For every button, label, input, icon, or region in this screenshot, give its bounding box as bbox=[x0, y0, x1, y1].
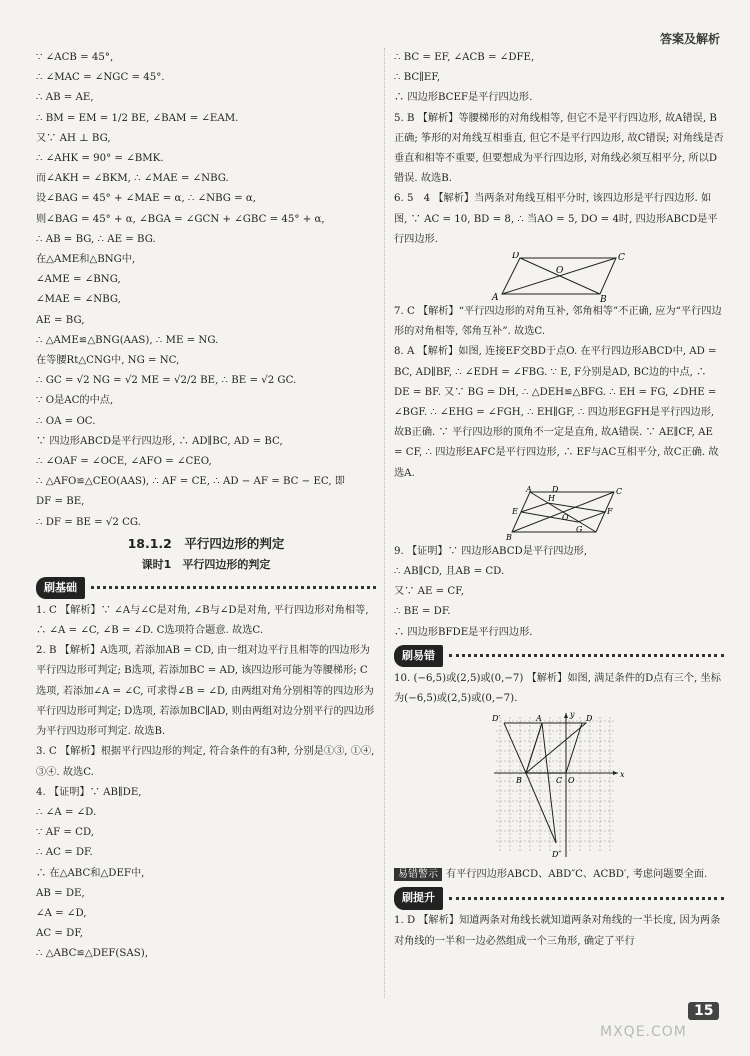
fig8-label: D bbox=[552, 485, 559, 494]
fig6-label: O bbox=[556, 266, 564, 277]
proof-line: 4. 【证明】∵ AB∥DE, bbox=[36, 786, 142, 798]
fig10-label: C bbox=[556, 776, 563, 786]
answer-8: 8. A 【解析】如图, 连接EF交BD于点O. 在平行四边形ABCD中, AD = BC, AD∥BF, ∴ ∠EDH = ∠FBG. ∵ E, F分别是AD, BC边的中点, ∴ DE = BF. 又∵ BG = DH, ∴ △DEH≌△BFG. ∴ EH = FG, ∠DHE = ∠BGF. ∴ ∠EHG = ∠FGH, ∴ EH∥GF, ∴ 四边形EGFH是平行四边形, 故B正确. ∵ 平行四边形的顶角不一定是直角, 故A错误. ∵ AE∥CF, AE = CF, ∴ 四边形EAFC是平行四边形, ∴ EF与AC互相平分, 故C正确. 故选A. bbox=[394, 346, 719, 479]
fig8-label: C bbox=[616, 486, 623, 496]
solution-line: ∴ ∠MAC = ∠NGC = 45°. bbox=[36, 72, 165, 84]
fig10-label: D′ bbox=[492, 714, 501, 724]
banner-up bbox=[394, 887, 724, 909]
fig8-label: G bbox=[576, 524, 583, 534]
fig8-label: O bbox=[562, 512, 569, 522]
solution-line: DF = BE, bbox=[36, 496, 85, 508]
proof-line: ∴ 在△ABC和△DEF中, bbox=[36, 867, 145, 879]
solution-line: 而∠AKH = ∠BKM, ∴ ∠MAE = ∠NBG. bbox=[36, 173, 229, 185]
warning-text: 有平行四边形ABCD、ABD″C、ACBD′, 考虑问题要全面. bbox=[446, 869, 708, 881]
fig8-label: H bbox=[548, 493, 555, 503]
figure-10-coordinate-grid bbox=[490, 711, 630, 865]
proof-line: ∴ AB∥CD, 且AB = CD. bbox=[394, 566, 505, 578]
answer-10: 10. (−6,5)或(2,5)或(0,−7) 【解析】如图, 满足条件的D点有三个, 坐标为(−6,5)或(2,5)或(0,−7). bbox=[394, 672, 721, 705]
solution-line: 设∠BAG = 45° + ∠MAE = α, ∴ ∠NBG = α, bbox=[36, 193, 257, 205]
solution-line: ∴ AB = BG, ∴ AE = BG. bbox=[36, 233, 156, 245]
solution-line: ∠AME = ∠BNG, bbox=[36, 274, 121, 286]
proof-line: ∴ ∠A = ∠D. bbox=[36, 806, 97, 818]
banner-error bbox=[394, 645, 724, 667]
solution-line: 又∵ AH ⊥ BG, bbox=[36, 132, 111, 144]
answer-7: 7. C 【解析】“平行四边形的对角互补, 邻角相等”不正确, 应为“平行四边形的对角相等, 邻角互补”. 故选C. bbox=[394, 306, 722, 338]
solution-line: ∵ ∠ACB = 45°, bbox=[36, 52, 114, 63]
proof-line: AB = DE, bbox=[36, 887, 85, 899]
fig6-label: D bbox=[512, 252, 520, 262]
column-divider bbox=[384, 48, 385, 998]
error-warning bbox=[394, 865, 724, 885]
answer-up-1: 1. D 【解析】知道两条对角线长就知道两条对角线的一半长度, 因为两条对角线的一半和一边必然组成一个三角形, 确定了平行 bbox=[394, 915, 721, 947]
answer-2: 2. B 【解析】A选项, 若添加AB = CD, 由一组对边平行且相等的四边形为平行四边形可判定; B选项, 若添加BC = AD, 该四边形可能为等腰梯形; C选项, 若添加∠A = ∠C, 可求得∠B = ∠D, 由两组对角分别相等的四边形为平行四边形可判定; D选项, 若添加BC∥AD, 则由两组对边分别平行的四边形为平行四边形可判定. 故选B. bbox=[36, 645, 375, 738]
solution-line: 在等腰Rt△CNG中, NG = NC, bbox=[36, 355, 180, 367]
banner-basic-label: 刷基础 bbox=[36, 577, 85, 599]
fig8-label: B bbox=[506, 532, 512, 542]
solution-line: ∴ GC = √2 NG = √2 ME = √2/2 BE, ∴ BE = √2 GC. bbox=[36, 375, 297, 387]
solution-line: ∴ DF = BE = √2 CG. bbox=[36, 516, 141, 528]
solution-lines bbox=[36, 48, 376, 533]
solution-line: ∴ AB = AE, bbox=[36, 92, 94, 104]
solution-line: ∴ BM = EM = 1/2 BE, ∠BAM = ∠EAM. bbox=[36, 112, 239, 124]
proof-line: ∴ △ABC≌△DEF(SAS), bbox=[36, 948, 148, 960]
fig10-label: O bbox=[568, 776, 575, 786]
lesson-title: 课时1 平行四边形的判定 bbox=[141, 557, 271, 571]
solution-line: ∴ OA = OC. bbox=[36, 415, 96, 427]
fig8-label: F bbox=[607, 506, 613, 516]
answer-5: 5. B 【解析】等腰梯形的对角线相等, 但它不是平行四边形, 故A错误, B正确; 筝形的对角线互相垂直, 但它不是平行四边形, 故C错误; 对角线是否垂直和相等不重要, 但要想成为平行四边形, 对角线必须互相平分, 所以D错误. 故选B. bbox=[394, 112, 724, 185]
solution-line: 在△AME和△BNG中, bbox=[36, 254, 136, 266]
solution-line: ∴ △AME≌△BNG(AAS), ∴ ME = NG. bbox=[36, 334, 219, 346]
fig6-label: B bbox=[600, 295, 607, 303]
proof-line: ∴ BC = EF, ∠ACB = ∠DFE, bbox=[394, 52, 535, 63]
proof-line: 又∵ AE = CF, bbox=[394, 586, 464, 598]
fig10-label: B bbox=[516, 776, 522, 786]
fig10-label: y bbox=[570, 711, 575, 720]
fig6-label: A bbox=[492, 293, 499, 303]
header-title: 答案及解析 bbox=[659, 32, 720, 46]
banner-dots bbox=[91, 586, 376, 589]
fig10-label: A bbox=[536, 714, 542, 724]
solution-line: 则∠BAG = 45° + α, ∠BGA = ∠GCN + ∠GBC = 45° + α, bbox=[36, 213, 325, 225]
proof-line: 9. 【证明】∵ 四边形ABCD是平行四边形, bbox=[394, 545, 588, 557]
proof-continuation bbox=[394, 48, 724, 109]
solution-line: AE = BG, bbox=[36, 314, 85, 326]
solution-line: ∴ ∠OAF = ∠OCE, ∠AFO = ∠CEO, bbox=[36, 456, 212, 468]
answer-6: 6. 5 4 【解析】当两条对角线互相平分时, 该四边形是平行四边形. 如图, ∵ AC = 10, BD = 8, ∴ 当AO = 5, DO = 4时, 四边形ABCD是平行四边形. bbox=[394, 193, 718, 245]
proof-line: AC = DF, bbox=[36, 928, 84, 940]
fig10-label: D bbox=[586, 714, 593, 724]
banner-dots bbox=[449, 654, 724, 657]
proof-line: ∴ BC∥EF, bbox=[394, 72, 441, 84]
left-column bbox=[36, 48, 376, 965]
proof-line: ∴ AC = DF. bbox=[36, 847, 93, 859]
fig8-label: E bbox=[512, 506, 518, 516]
fig8-label: A bbox=[526, 485, 532, 494]
proof-line: ∴ 四边形BFDE是平行四边形. bbox=[394, 626, 533, 638]
watermark: MXQE.COM bbox=[600, 1024, 687, 1040]
answer-4 bbox=[36, 783, 376, 965]
proof-line: ∵ AF = CD, bbox=[36, 827, 94, 839]
solution-line: ∠MAE = ∠NBG, bbox=[36, 294, 121, 306]
page-number: 15 bbox=[688, 1002, 719, 1020]
right-column bbox=[394, 48, 724, 952]
solution-line: ∵ O是AC的中点, bbox=[36, 395, 114, 407]
fig10-label: D″ bbox=[552, 850, 562, 860]
proof-line: ∠A = ∠D, bbox=[36, 907, 87, 919]
solution-line: ∵ 四边形ABCD是平行四边形, ∴ AD∥BC, AD = BC, bbox=[36, 435, 283, 447]
fig10-label: x bbox=[620, 770, 625, 780]
answer-1: 1. C 【解析】∵ ∠A与∠C是对角, ∠B与∠D是对角, 平行四边形对角相等, ∴ ∠A = ∠C, ∠B = ∠D. C选项符合题意. 故选C. bbox=[36, 604, 369, 637]
proof-line: ∴ 四边形BCEF是平行四边形. bbox=[394, 92, 533, 104]
banner-dots bbox=[449, 897, 724, 900]
solution-line: ∴ ∠AHK = 90° = ∠BMK. bbox=[36, 153, 164, 165]
solution-line: ∴ △AFO≌△CEO(AAS), ∴ AF = CE, ∴ AD − AF = BC − EC, 即 bbox=[36, 476, 345, 488]
answer-3: 3. C 【解析】根据平行四边形的判定, 符合条件的有3种, 分别是①③, ①④, ③④. 故选C. bbox=[36, 746, 375, 778]
warning-label: 易错警示 bbox=[394, 868, 442, 881]
section-title: 18.1.2 平行四边形的判定 bbox=[127, 535, 285, 551]
banner-error-label: 刷易错 bbox=[394, 645, 443, 667]
proof-line: ∴ BE = DF. bbox=[394, 606, 451, 618]
figure-6-parallelogram bbox=[490, 252, 630, 302]
figure-8-parallelogram bbox=[504, 486, 624, 542]
banner-basic bbox=[36, 577, 376, 599]
fig6-label: C bbox=[618, 253, 625, 264]
banner-up-label: 刷提升 bbox=[394, 887, 443, 909]
answer-9 bbox=[394, 542, 724, 643]
